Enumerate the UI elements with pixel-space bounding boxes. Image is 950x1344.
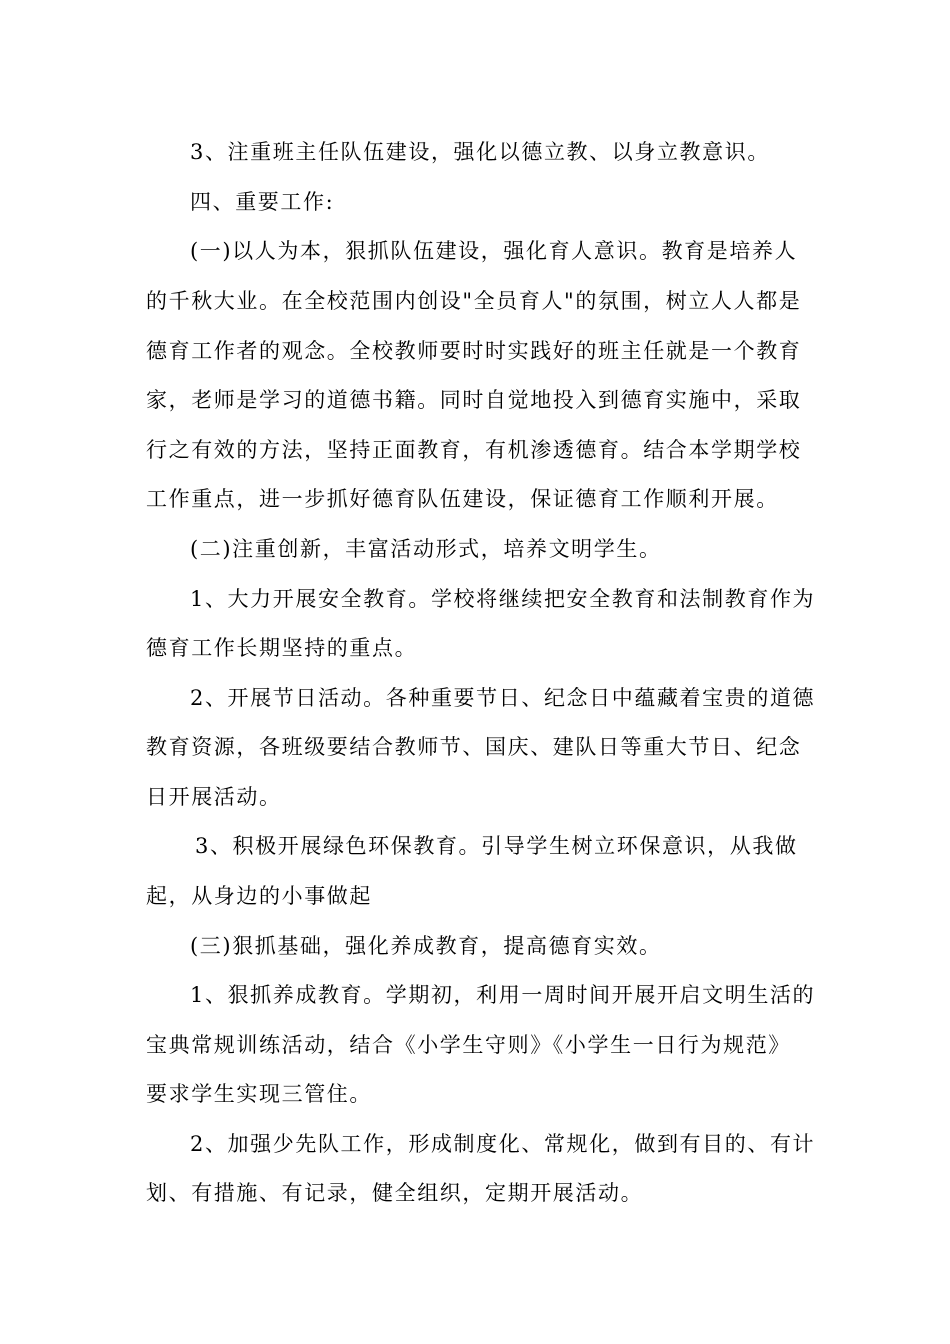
text-line-13: 教育资源，各班级要结合教师节、国庆、建队日等重大节日、纪念 xyxy=(146,735,802,759)
text-line-12: 2、开展节日活动。各种重要节日、纪念日中蕴藏着宝贵的道德 xyxy=(190,686,816,710)
subsection-heading-3: (三)狠抓基础，强化养成教育，提高德育实效。 xyxy=(190,934,662,958)
text-line-1: 3、注重班主任队伍建设，强化以德立教、以身立教意识。 xyxy=(190,140,770,164)
text-line-7: 行之有效的方法，坚持正面教育，有机渗透德育。结合本学期学校 xyxy=(146,438,802,462)
text-line-10: 1、大力开展安全教育。学校将继续把安全教育和法制教育作为 xyxy=(190,587,816,611)
text-line-16: 起，从身边的小事做起 xyxy=(146,884,372,908)
section-heading-4: 四、重要工作: xyxy=(190,190,335,214)
text-line-19: 宝典常规训练活动，结合《小学生守则》《小学生一日行为规范》 xyxy=(146,1033,791,1057)
text-line-5: 德育工作者的观念。全校教师要时时实践好的班主任就是一个教育 xyxy=(146,339,802,363)
text-line-22: 划、有措施、有记录，健全组织，定期开展活动。 xyxy=(146,1181,644,1205)
text-line-4: 的千秋大业。在全校范围内创设"全员育人"的氛围，树立人人都是 xyxy=(146,289,802,313)
text-line-3: (一)以人为本，狠抓队伍建设，强化育人意识。教育是培养人 xyxy=(190,239,798,263)
text-line-14: 日开展活动。 xyxy=(146,785,282,809)
text-line-15: 3、积极开展绿色环保教育。引导学生树立环保意识，从我做 xyxy=(195,834,798,858)
text-line-21: 2、加强少先队工作，形成制度化、常规化，做到有目的、有计 xyxy=(190,1132,816,1156)
subsection-heading-2: (二)注重创新，丰富活动形式，培养文明学生。 xyxy=(190,537,662,561)
text-line-18: 1、狠抓养成教育。学期初，利用一周时间开展开启文明生活的 xyxy=(190,983,816,1007)
text-line-20: 要求学生实现三管住。 xyxy=(146,1082,372,1106)
text-line-6: 家，老师是学习的道德书籍。同时自觉地投入到德育实施中，采取 xyxy=(146,388,802,412)
text-line-11: 德育工作长期坚持的重点。 xyxy=(146,636,418,660)
text-line-8: 工作重点，进一步抓好德育队伍建设，保证德育工作顺利开展。 xyxy=(146,487,779,511)
